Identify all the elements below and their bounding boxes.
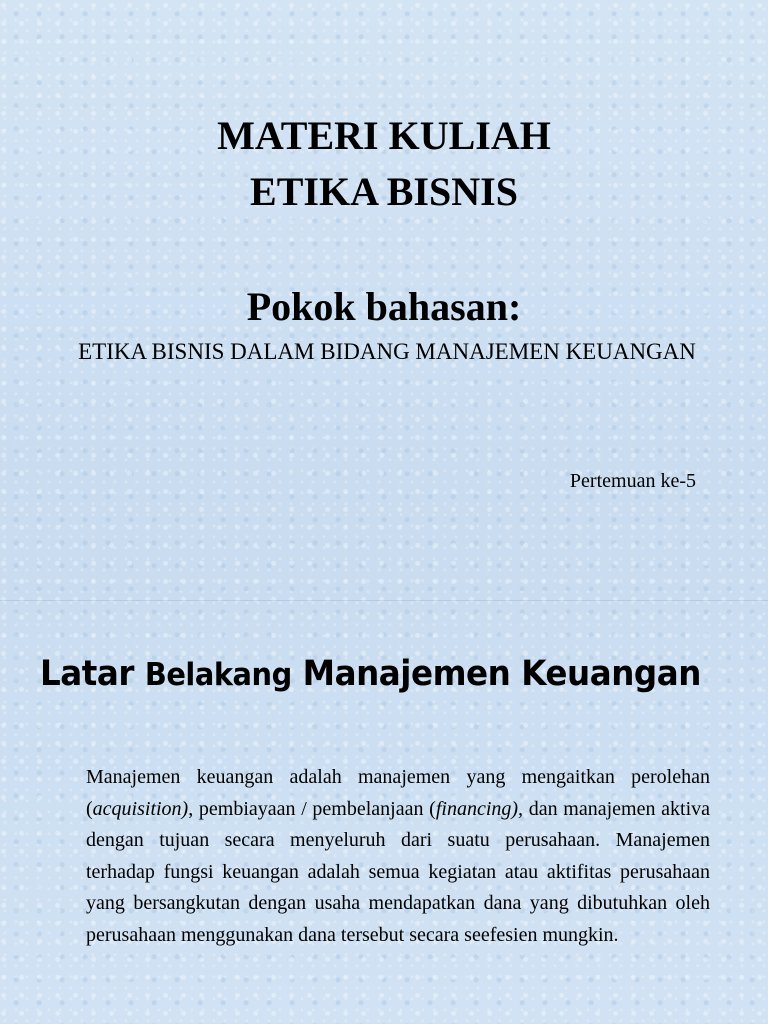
body-paragraph: [86, 762, 710, 951]
topic-subtitle: ETIKA BISNIS DALAM BIDANG MANAJEMEN KEUANGAN: [78, 339, 696, 364]
paragraph-part-1: Manajemen keuangan adalah manajemen yang mengaitkan perolehan (: [86, 766, 710, 820]
paragraph-part-2: , pembiayaan / pembelanjaan (: [188, 797, 436, 820]
term-acquisition: acquisition): [92, 797, 189, 820]
topic-label: Pokok bahasan:: [246, 284, 522, 329]
term-financing: financing),: [435, 797, 524, 820]
paragraph-part-3: dan manajemen aktiva dengan tujuan secara menyeluruh dari suatu perusahaan. Manajemen terhadap fungsi keuangan adalah semua kegiatan atau aktifitas perusahaan yang bersangkutan dengan usaha mendapatkan dana yang dibutuhkan oleh perusahaan menggunakan dana tersebut secara seefesien mungkin.: [86, 797, 710, 946]
title-line-1: MATERI KULIAH: [217, 113, 551, 158]
heading-rest: Manajemen Keuangan: [302, 654, 701, 694]
title-line-2: ETIKA BISNIS: [250, 169, 518, 214]
section-heading: [40, 652, 701, 697]
heading-word-latar: Latar: [40, 654, 134, 694]
meeting-number: Pertemuan ke-5: [569, 470, 696, 492]
heading-word-belakang: Belakang: [144, 657, 292, 693]
